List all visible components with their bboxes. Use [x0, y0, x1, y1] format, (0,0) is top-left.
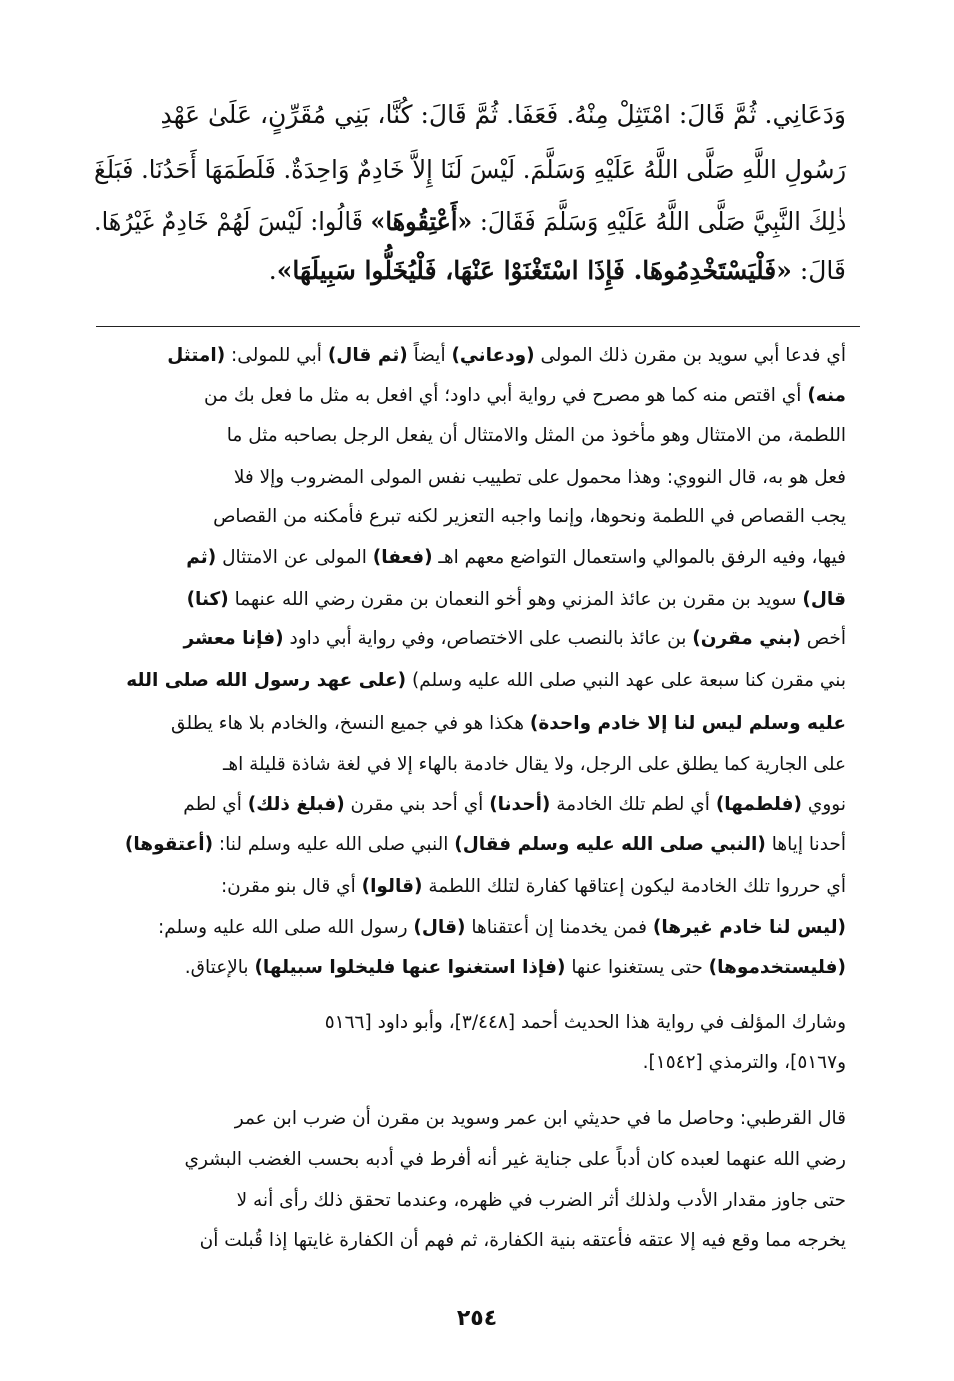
- bold-phrase: (فلطمها): [715, 794, 802, 815]
- text-run: أحدنا إياها: [765, 834, 846, 855]
- text-run: سويد بن مقرن بن عائذ المزني وهو أخو النعمان بن مقرن رضي الله عنهما: [228, 589, 803, 610]
- text-run: رَسُولِ اللَّهِ صَلَّى اللَّهُ عَلَيْهِ وَسَلَّمَ. لَيْسَ لَنَا إِلاَّ خَادِمٌ وَاحِدَةٌ. فَلَطَمَهَا أَحَدُنَا. فَبَلَغَ: [93, 155, 846, 184]
- text-run: أي قال بنو مقرن:: [220, 876, 362, 897]
- text-run: فعل هو به، قال النووي: وهذا محمول على تطييب نفس المولى المضروب وإلا فلا: [233, 467, 846, 488]
- commentary-line: [223, 750, 846, 780]
- text-run: .: [268, 256, 277, 285]
- bold-phrase: (فإنا معشر: [183, 628, 284, 649]
- text-run: بالإعتاق.: [184, 957, 255, 978]
- bold-phrase: «أَعْتِقُوهَا»: [370, 207, 472, 236]
- text-run: أخص: [800, 628, 846, 649]
- bold-phrase: (النبي صلى الله عليه وسلم فقال): [454, 834, 766, 855]
- commentary-line: [171, 709, 846, 739]
- bold-phrase: (امتثل: [167, 345, 226, 366]
- bold-phrase: (فعفا): [372, 547, 433, 568]
- commentary-line: [213, 502, 846, 532]
- bold-phrase: (أحدنا): [489, 794, 551, 815]
- sources-line: [643, 1048, 846, 1078]
- text-run: نووي: [801, 794, 846, 815]
- sources-line: [325, 1008, 846, 1038]
- commentary-line: [185, 953, 846, 983]
- hadith-line: [269, 253, 846, 289]
- text-run: بن عائذ بالنصب على الاختصاص، وفي رواية أبي داود: [283, 628, 693, 649]
- commentary-line: [126, 666, 846, 696]
- text-run: قَالَ:: [791, 256, 846, 285]
- qurtubi-line: [237, 1186, 846, 1216]
- commentary-line: [158, 913, 846, 943]
- text-run: حتى جاوز مقدار الأدب ولذلك أثر الضرب في ظهره، وعندما تحقق ذلك رأى أنه لا: [236, 1190, 846, 1211]
- commentary-line: [187, 585, 846, 615]
- commentary-line: [167, 341, 846, 371]
- bold-phrase: (قالوا): [361, 876, 423, 897]
- text-run: أي لطم تلك الخادمة: [550, 794, 716, 815]
- text-run: النبي صلى الله عليه وسلم لنا:: [213, 834, 455, 855]
- text-run: و٥١٦٧]، والترمذي [١٥٤٢].: [642, 1052, 846, 1073]
- qurtubi-line: [184, 1145, 846, 1175]
- text-run: أي حرروا تلك الخادمة ليكون إعتاقها كفارة لتلك اللطمة: [422, 876, 846, 897]
- qurtubi-line: [200, 1226, 846, 1256]
- text-run: وَدَعَانِي. ثُمَّ قَالَ: امْتَثِلْ مِنْهُ. فَعَفَا. ثُمَّ قَالَ: كُنَّا، بَنِي مُقَرِّنٍ، عَلَىٰ عَهْدِ: [160, 100, 846, 129]
- hadith-line: [94, 152, 846, 188]
- text-run: أي لطم: [183, 794, 248, 815]
- commentary-line: [227, 421, 846, 451]
- commentary-line: [204, 381, 846, 411]
- text-run: فمن يخدمنا إن أعتقناها: [465, 917, 653, 938]
- page-number: ٢٥٤: [456, 1306, 498, 1331]
- bold-phrase: (ودعاني): [451, 345, 535, 366]
- commentary-line: [186, 543, 846, 573]
- bold-phrase: (ثم: [186, 547, 217, 568]
- qurtubi-line: [235, 1104, 846, 1134]
- text-run: اللطمة، من الامتثال وهو مأخوذ من المثل والامتثال أن يفعل الرجل بصاحبه مثل ما: [226, 425, 846, 446]
- bold-phrase: (ليس لنا خادم غيرها): [652, 917, 846, 938]
- text-run: قَالُوا: لَيْسَ لَهُمْ خَادِمٌ غَيْرُهَا.: [93, 207, 371, 236]
- text-run: قال القرطبي: وحاصل ما في حديثي ابن عمر وسويد بن مقرن أن ضرب ابن عمر: [234, 1108, 846, 1129]
- text-run: أي اقتص منه كما هو مصرح في رواية أبي داود؛ أي افعل به مثل ما فعل بك من: [204, 385, 808, 406]
- bold-phrase: (بني مقرن): [692, 628, 801, 649]
- text-run: ذٰلِكَ النَّبِيَّ صَلَّى اللَّهُ عَلَيْهِ وَسَلَّمَ فَقَالَ:: [471, 207, 846, 236]
- text-run: يجب القصاص في اللطمة ونحوها، وإنما واجبه التعزير لكنه تبرع فأمكنه من القصاص: [213, 506, 846, 527]
- text-run: رسول الله صلى الله عليه وسلم:: [158, 917, 414, 938]
- text-run: أي فدعا أبي سويد بن مقرن ذلك المولى: [534, 345, 846, 366]
- bold-phrase: عليه وسلم ليس لنا إلا خادم واحدة): [529, 713, 846, 734]
- section-divider: [96, 326, 860, 327]
- text-run: أي أحد بني مقرن: [344, 794, 490, 815]
- hadith-line: [94, 204, 846, 240]
- commentary-line: [183, 790, 846, 820]
- bold-phrase: (فإذا استغنوا عنها فليخلوا سبيلها): [254, 957, 566, 978]
- text-run: بني مقرن كنا سبعة على عهد النبي صلى الله عليه وسلم): [406, 670, 846, 691]
- text-run: على الجارية كما يطلق على الرجل، ولا يقال خادمة بالهاء إلا في لغة شاذة قليلة اهـ: [222, 754, 846, 775]
- text-run: حتى يستغنوا عنها: [565, 957, 709, 978]
- bold-phrase: (كنا): [186, 589, 229, 610]
- bold-phrase: «فَلْيَسْتَخْدِمُوهَا. فَإِذَا اسْتَغْنَوْا عَنْهَا، فَلْيُخَلُّوا سَبِيلَهَا»: [276, 256, 792, 285]
- bold-phrase: قال): [802, 589, 846, 610]
- text-run: أبي للمولى:: [225, 345, 328, 366]
- bold-phrase: (على عهد رسول الله صلى الله: [126, 670, 407, 691]
- text-run: وشارك المؤلف في رواية هذا الحديث أحمد [٣/٤٤٨]، وأبو داود [٥١٦٦: [324, 1012, 846, 1033]
- bold-phrase: (فليستخدموها): [708, 957, 846, 978]
- hadith-line: [160, 97, 846, 133]
- text-run: فيها، وفيه الرفق بالموالي واستعمال التواضع معهم اهـ: [432, 547, 846, 568]
- text-run: المولى عن الامتثال: [216, 547, 373, 568]
- bold-phrase: منه): [807, 385, 846, 406]
- commentary-line: [184, 624, 847, 654]
- commentary-line: [221, 872, 846, 902]
- text-run: هكذا هو في جميع النسخ، والخادم بلا هاء يطلق: [171, 713, 530, 734]
- commentary-line: [125, 830, 846, 860]
- bold-phrase: (قال): [413, 917, 466, 938]
- bold-phrase: (ثم قال): [327, 345, 408, 366]
- bold-phrase: (فبلغ ذلك): [247, 794, 345, 815]
- commentary-line: [234, 463, 846, 493]
- text-run: أيضاً: [407, 345, 452, 366]
- bold-phrase: (أعتقوها): [124, 834, 214, 855]
- text-run: رضي الله عنهما لعبده كان أدباً على جناية غير أنه أفرط في أدبه بحسب الغضب البشري: [184, 1149, 846, 1170]
- text-run: يخرجه مما وقع فيه إلا عتقه فأعتقه بنية الكفارة، ثم فهم أن الكفارة غايتها إذا قُبلت أن: [199, 1230, 846, 1251]
